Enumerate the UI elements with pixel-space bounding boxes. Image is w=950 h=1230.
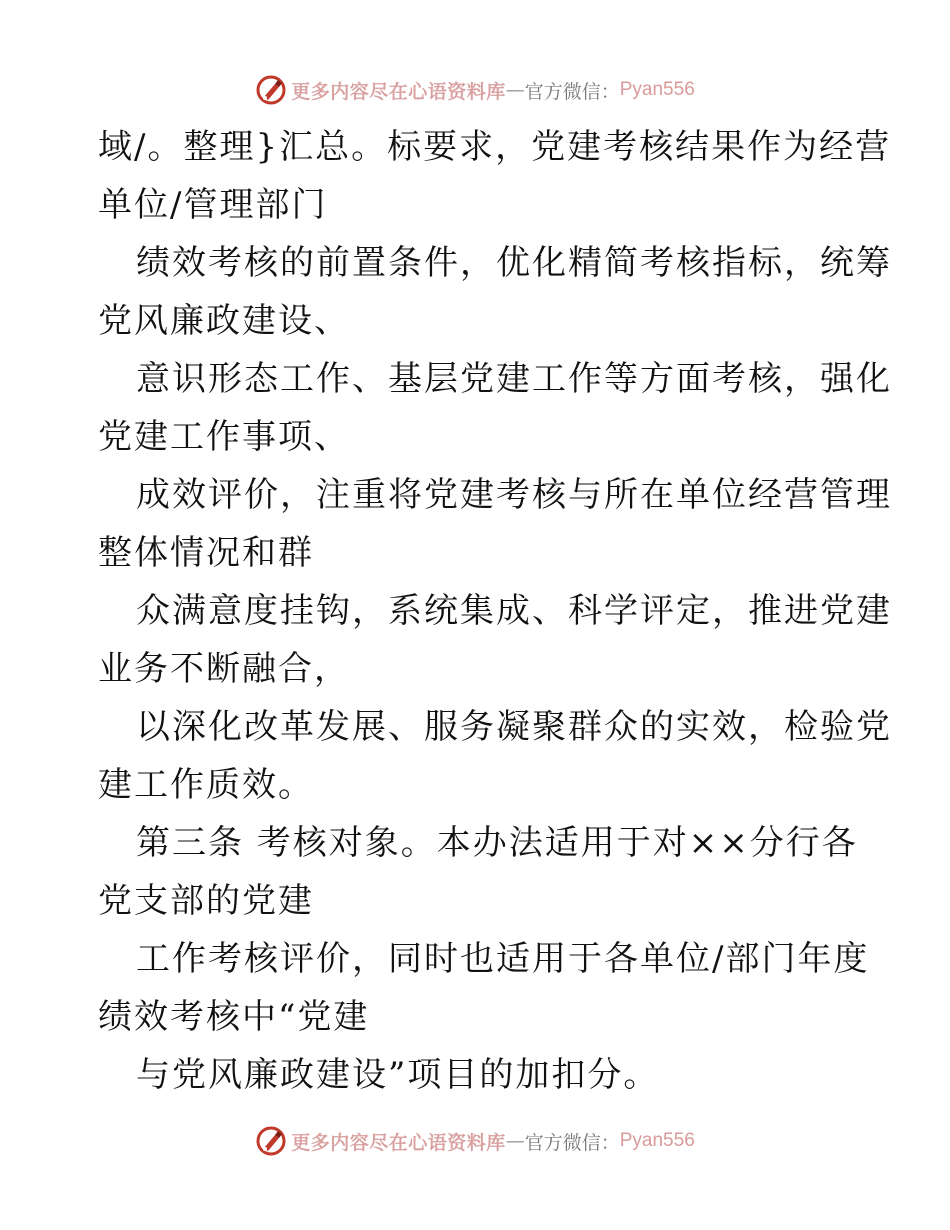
- text-line: 党支部的党建: [98, 881, 314, 921]
- banner-wechat-id: Pyan556: [619, 1130, 695, 1151]
- banner-text: 更多内容尽在心语资料库: [291, 80, 506, 103]
- pen-circle-logo-icon: [255, 74, 287, 106]
- text-line: 第三条 考核对象。本办法适用于对××分行各: [136, 823, 858, 863]
- text-line: 绩效考核中“党建: [98, 997, 370, 1037]
- text-line: 整体情况和群: [98, 533, 314, 573]
- footer-banner: [0, 1121, 950, 1161]
- banner-wechat-label: 官方微信：: [524, 1131, 620, 1154]
- text-line: 与党风廉政建设”项目的加扣分。: [136, 1055, 660, 1095]
- body-text: [98, 118, 892, 1104]
- text-line: 域/。整理}汇总。标要求，党建考核结果作为经营: [98, 127, 892, 167]
- text-line: 绩效考核的前置条件，优化精简考核指标，统筹: [136, 243, 892, 283]
- text-line: 工作考核评价，同时也适用于各单位/部门年度: [136, 939, 870, 979]
- banner-text: 更多内容尽在心语资料库: [291, 1131, 506, 1154]
- header-banner: [0, 70, 950, 110]
- banner-wechat-label: 官方微信：: [524, 80, 620, 103]
- pen-circle-logo-icon: [255, 1125, 287, 1157]
- text-line: 单位/管理部门: [98, 185, 328, 225]
- text-line: 建工作质效。: [98, 765, 314, 805]
- banner-dash: —: [505, 79, 525, 101]
- text-line: 党建工作事项、: [98, 417, 350, 457]
- banner-dash: —: [505, 1130, 525, 1152]
- text-line: 业务不断融合，: [98, 649, 350, 689]
- banner-wechat-id: Pyan556: [619, 79, 695, 100]
- text-line: 成效评价，注重将党建考核与所在单位经营管理: [136, 475, 892, 515]
- text-line: 意识形态工作、基层党建工作等方面考核，强化: [136, 359, 892, 399]
- text-line: 党风廉政建设、: [98, 301, 350, 341]
- text-line: 以深化改革发展、服务凝聚群众的实效，检验党: [136, 707, 892, 747]
- text-line: 众满意度挂钩，系统集成、科学评定，推进党建: [136, 591, 892, 631]
